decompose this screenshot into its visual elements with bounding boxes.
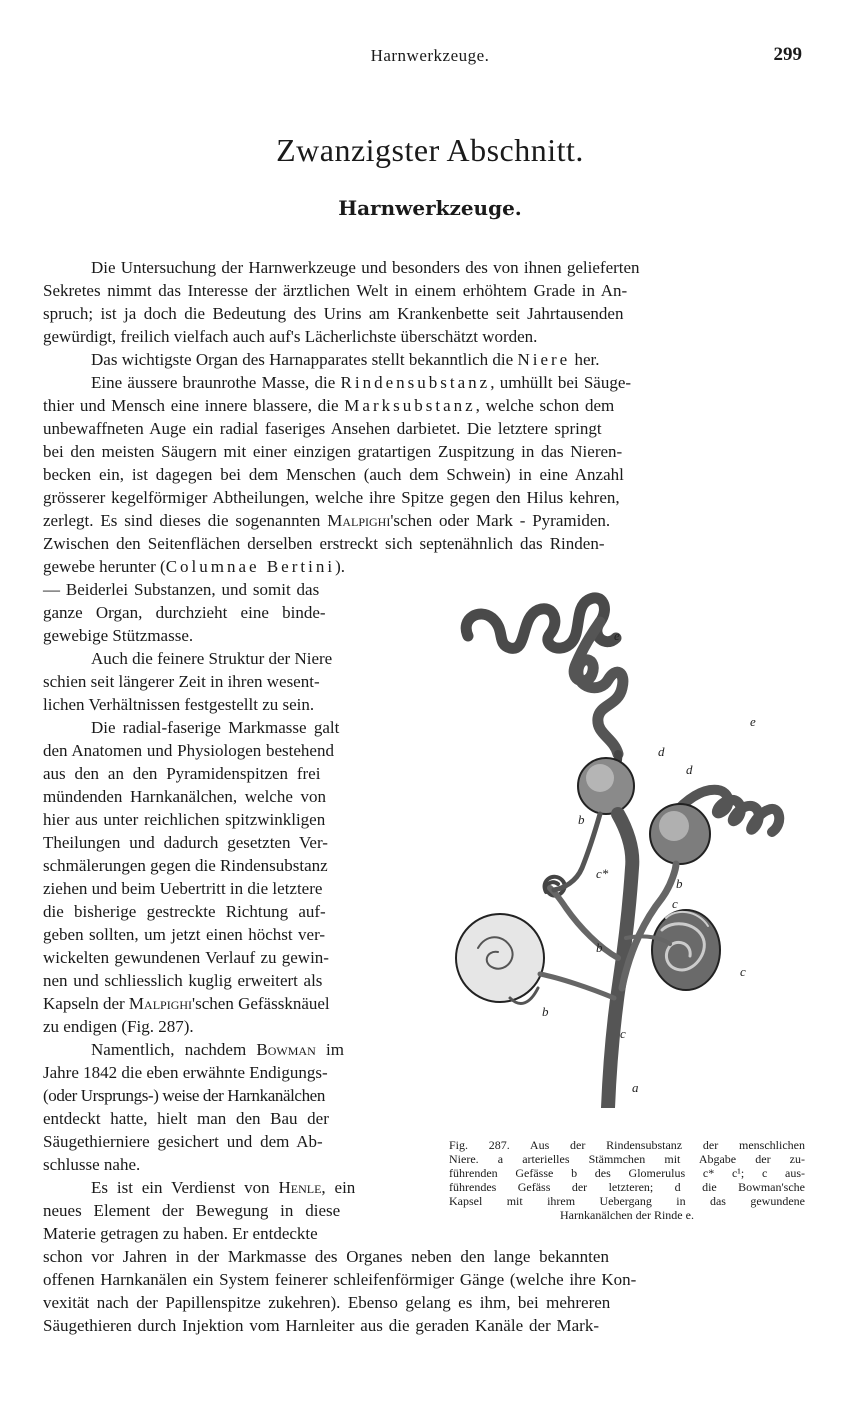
text-line: gewürdigt, freilich vielfach auch auf's Lächerlichste überschätzt worden. <box>43 327 538 346</box>
emphasis-marksubstanz: Marksubstanz <box>344 396 476 415</box>
text-line: gewebe herunter (Columnae Bertini). <box>43 557 345 576</box>
caption-line: führendes Gefäss der letzteren; d die Bowman'sche <box>449 1180 805 1194</box>
text-line: (oder Ursprungs-) weise der Harnkanälchen <box>43 1086 325 1105</box>
text-line: Namentlich, nachdem Bowman im <box>91 1040 344 1059</box>
text-line: Zwischen den Seitenflächen derselben erstreckt sich septenähnlich das Rinden- <box>43 534 605 553</box>
text-line: ziehen und beim Uebertritt in die letztere <box>43 879 323 898</box>
name-bowman: Bowman <box>256 1040 316 1059</box>
text-line: Materie getragen zu haben. Er entdeckte <box>43 1224 318 1243</box>
name-henle: Henle <box>278 1178 322 1197</box>
kidney-glomerulus-illustration <box>450 578 802 1108</box>
text-line: schmälerungen gegen die Rindensubstanz <box>43 856 328 875</box>
text-line: schlusse nahe. <box>43 1155 141 1174</box>
text-line: geben sollten, um jetzt einen höchst ver- <box>43 925 326 944</box>
emphasis-columnae-bertini: Columnae Bertini <box>165 557 336 576</box>
name-malpighi: Malpighi <box>128 994 193 1013</box>
text-line: unbewaffneten Auge ein radial faseriges Ansehen darbietet. Die letztere springt <box>43 419 602 438</box>
text-line: Theilungen und dadurch gesetzten Ver- <box>43 833 328 852</box>
text-line: wickelten gewundenen Verlauf zu gewin- <box>43 948 329 967</box>
text-line: ganze Organ, durchzieht eine binde- <box>43 603 326 622</box>
text-line: Die Untersuchung der Harnwerkzeuge und besonders des von ihnen gelieferten <box>91 258 640 277</box>
text-line: zerlegt. Es sind dieses die sogenannten Malpighi'schen oder Mark - Pyramiden. <box>43 511 611 530</box>
text-line: gewebige Stützmasse. <box>43 626 194 645</box>
section-title: Harnwerkzeuge. <box>338 196 522 220</box>
text-line: aus den an den Pyramidenspitzen frei <box>43 764 321 783</box>
chapter-title: Zwanzigster Abschnitt. <box>276 132 584 168</box>
figure-label: d <box>686 762 693 777</box>
figure-label: d <box>658 744 665 759</box>
text-line: Die radial-faserige Markmasse galt <box>91 718 340 737</box>
caption-line: Harnkanälchen der Rinde e. <box>560 1208 694 1222</box>
text-line: Es ist ein Verdienst von Henle, ein <box>91 1178 356 1197</box>
text-line: hier aus unter reichlichen spitzwinkligen <box>43 810 326 829</box>
text-line: zu endigen (Fig. 287). <box>43 1017 194 1036</box>
text-line: offenen Harnkanälen ein System feinerer schleifenförmiger Gänge (welche ihre Kon- <box>43 1270 637 1289</box>
text-line: schien seit längerer Zeit in ihren wesent- <box>43 672 320 691</box>
text-line: schon vor Jahren in der Markmasse des Organes neben den lange bekannten <box>43 1247 609 1266</box>
text-line: vexität nach der Papillenspitze zukehren). Ebenso gelang es ihm, bei mehreren <box>43 1293 611 1312</box>
figure-label: b <box>596 940 603 955</box>
text-line: Jahre 1842 die eben erwähnte Endigungs- <box>43 1063 328 1082</box>
figure-label: e <box>750 714 756 729</box>
figure-label: c* <box>596 866 609 881</box>
text-line: nen und schliesslich kuglig erweitert als <box>43 971 323 990</box>
figure-label: b <box>542 1004 549 1019</box>
text-line: Säugethierniere gesichert und dem Ab- <box>43 1132 323 1151</box>
figure-label: b <box>578 812 585 827</box>
emphasis-rindensubstanz: Rindensubstanz <box>340 373 491 392</box>
figure-label: e <box>614 628 620 643</box>
text-line: spruch; ist ja doch die Bedeutung des Urins am Krankenbette seit Jahrtausenden <box>43 304 624 323</box>
text-line: bei den meisten Säugern mit einer einzigen gratartigen Zuspitzung in das Nieren- <box>43 442 623 461</box>
text-line: Auch die feinere Struktur der Niere <box>91 649 333 668</box>
figure-label: b <box>676 876 683 891</box>
text-line: lichen Verhältnissen festgestellt zu sein. <box>43 695 315 714</box>
figure-label: a <box>632 1080 639 1095</box>
emphasis-niere: Niere <box>517 350 571 369</box>
text-line: — Beiderlei Substanzen, und somit das <box>43 580 320 599</box>
figure-caption <box>449 1138 805 1222</box>
figure-label: c <box>620 1026 626 1041</box>
figure-label: c <box>740 964 746 979</box>
bowman-capsule <box>456 914 544 1002</box>
figure-287 <box>450 578 802 1108</box>
text-line: neues Element der Bewegung in diese <box>43 1201 341 1220</box>
text-line: Sekretes nimmt das Interesse der ärztlichen Welt in einem erhöhtem Grade in An- <box>43 281 628 300</box>
text-line: Eine äussere braunrothe Masse, die Rindensubstanz, umhüllt bei Säuge- <box>91 373 632 392</box>
text-line: Das wichtigste Organ des Harnapparates stellt bekanntlich die Niere her. <box>91 350 600 369</box>
caption-line: Fig. 287. Aus der Rindensubstanz der menschlichen <box>449 1138 805 1152</box>
text-line: die bisherige gestreckte Richtung auf- <box>43 902 326 921</box>
caption-line: Kapsel mit ihrem Uebergang in das gewundene <box>449 1194 805 1208</box>
text-line: thier und Mensch eine innere blassere, die Marksubstanz, welche schon dem <box>43 396 615 415</box>
text-line: entdeckt hatte, hielt man den Bau der <box>43 1109 329 1128</box>
name-malpighi: Malpighi <box>327 511 391 530</box>
glomerulus <box>652 910 720 990</box>
caption-line: führenden Gefässe b des Glomerulus c* c¹; c aus- <box>449 1166 805 1180</box>
text-line: Kapseln der Malpighi'schen Gefässknäuel <box>43 994 330 1013</box>
text-line: den Anatomen und Physiologen bestehend <box>43 741 334 760</box>
page-number: 299 <box>773 44 802 65</box>
caption-line: Niere. a arterielles Stämmchen mit Abgabe der zu- <box>449 1152 805 1166</box>
text-line: Säugethieren durch Injektion vom Harnleiter aus die geraden Kanäle der Mark- <box>43 1316 600 1335</box>
text-line: becken ein, ist dagegen bei dem Menschen (auch dem Schwein) in eine Anzahl <box>43 465 624 484</box>
text-line: grösserer kegelförmiger Abtheilungen, welche ihre Spitze gegen den Hilus kehren, <box>43 488 620 507</box>
running-title: Harnwerkzeuge. <box>370 46 490 65</box>
text-line: mündenden Harnkanälchen, welche von <box>43 787 327 806</box>
figure-label: c <box>672 896 678 911</box>
